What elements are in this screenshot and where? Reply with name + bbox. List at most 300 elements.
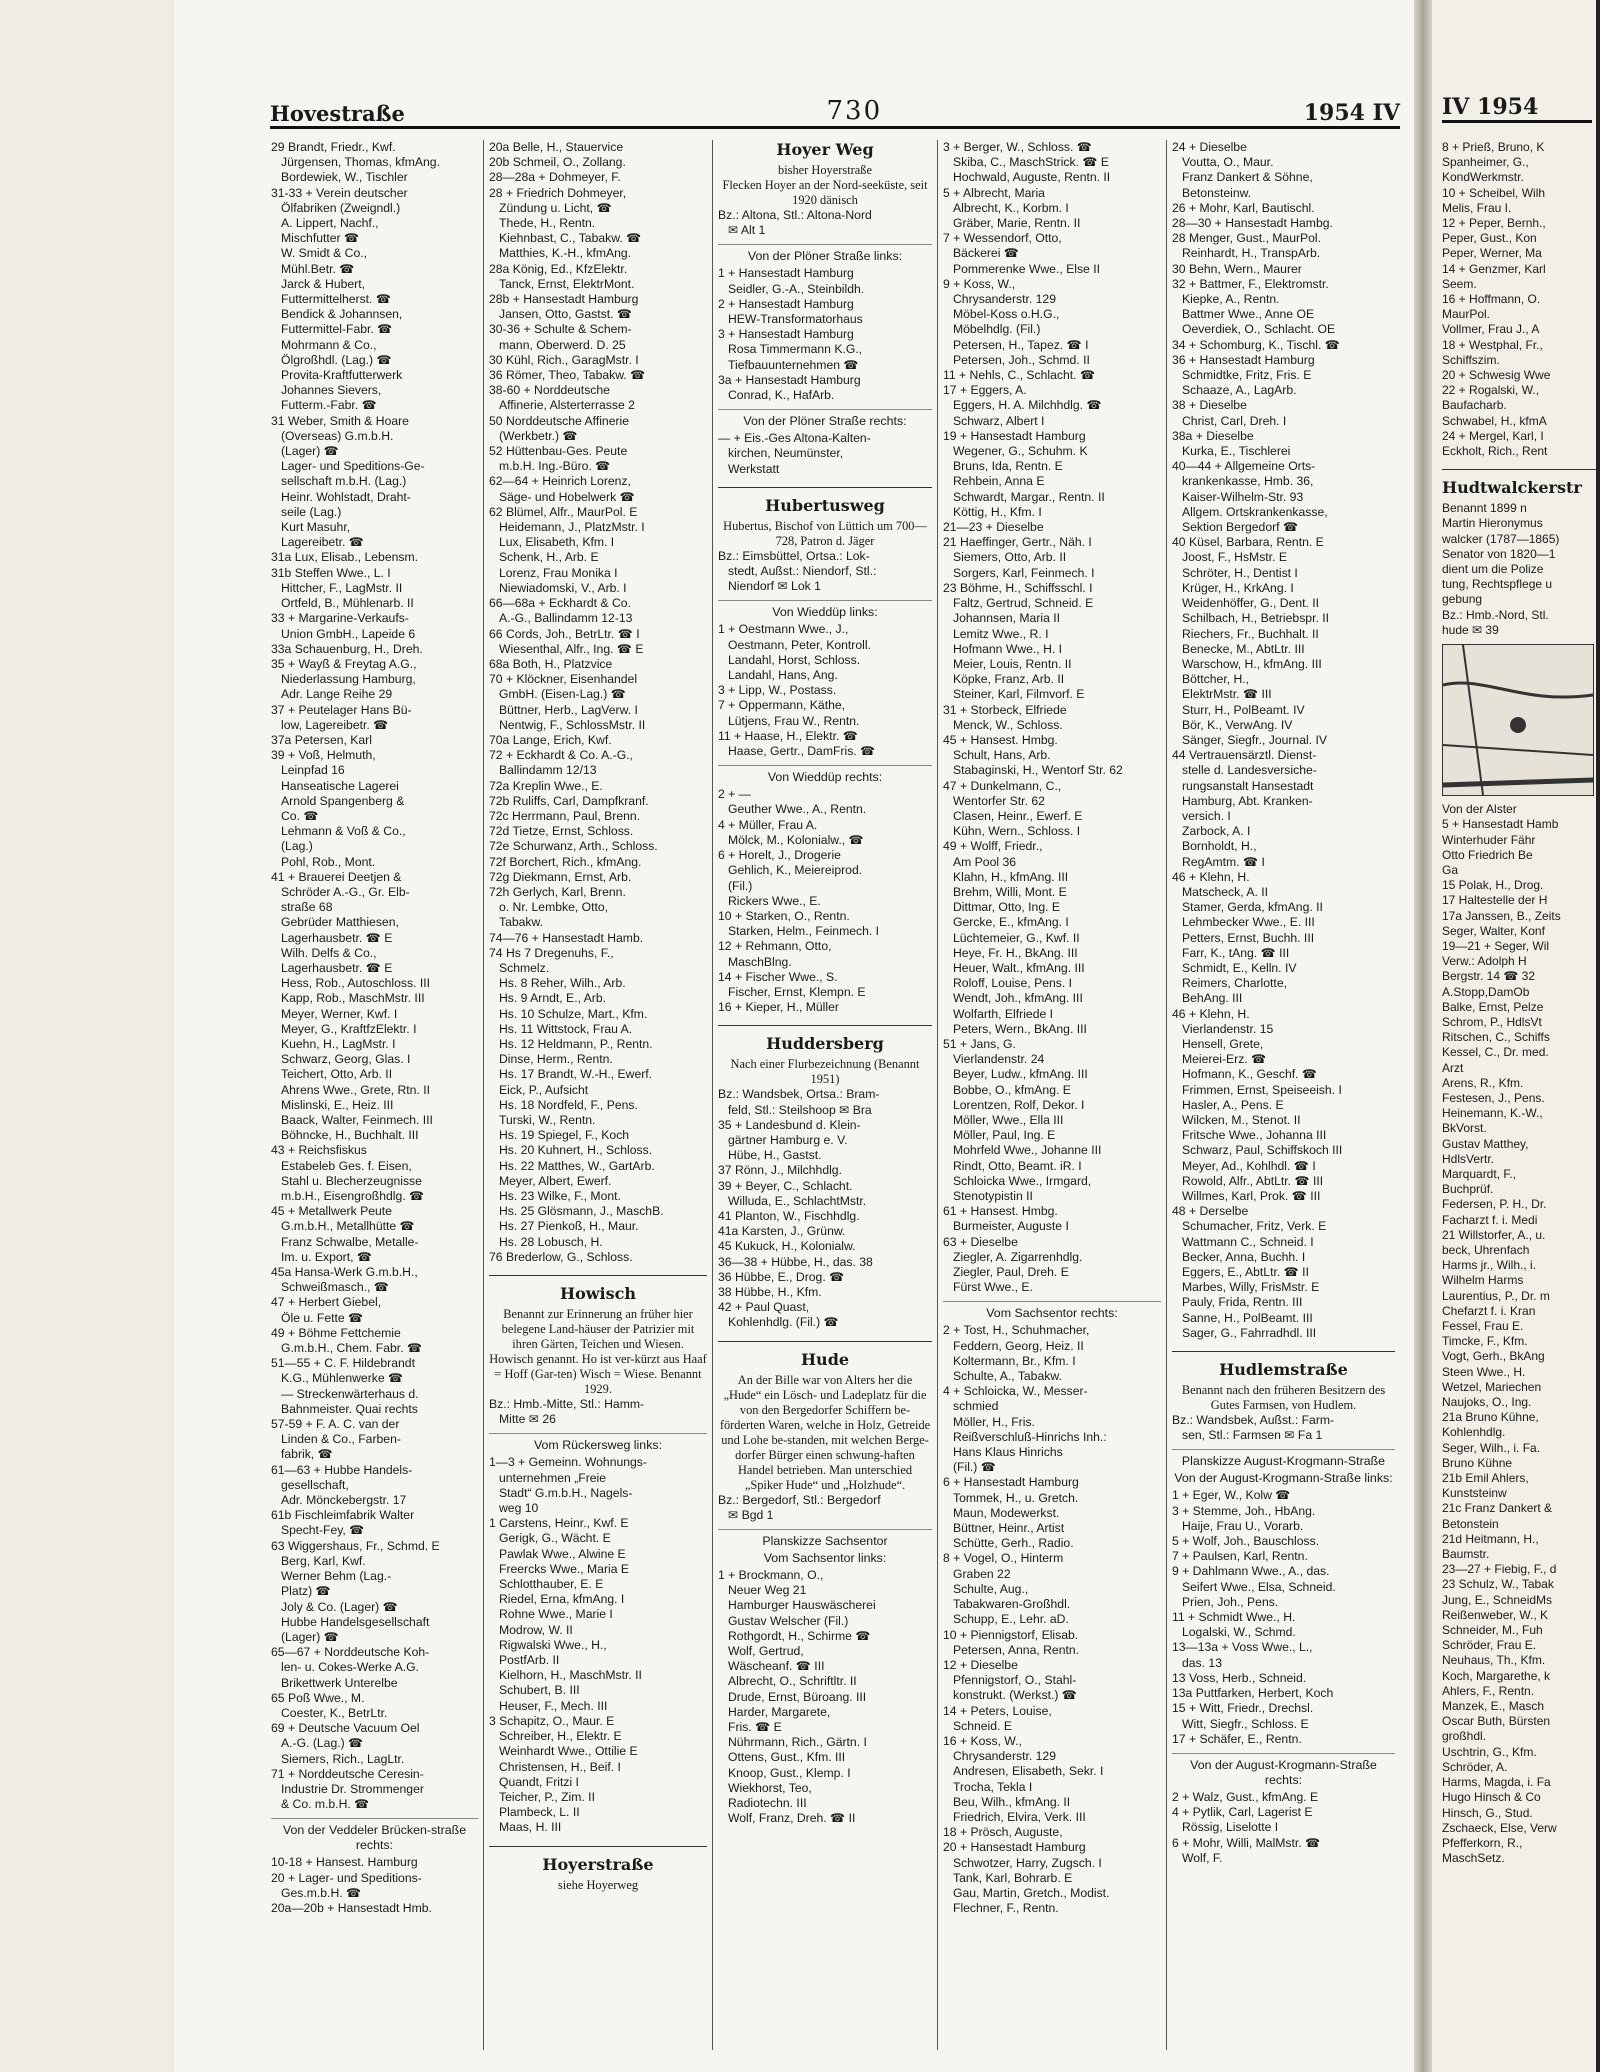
address-entry: 36 + Hansestadt Hamburg xyxy=(1172,352,1315,367)
address-entry: 46 + Klehn, H. xyxy=(1172,1006,1250,1021)
entry-line: ElektrMstr. ☎ III xyxy=(1182,687,1272,702)
facing-entry: Manzek, E., Masch xyxy=(1442,1699,1545,1714)
entry-line: Schwarz, Albert I xyxy=(953,413,1045,428)
entry-line: mann, Oberwerd. D. 25 xyxy=(499,337,626,352)
entry-line: low, Lagereibetr. ☎ xyxy=(281,717,389,732)
address-entry: 12 + Dieselbe xyxy=(943,1657,1018,1672)
entry-line: G.m.b.H., Chem. Fabr. ☎ xyxy=(281,1341,423,1356)
address-entry: 46 + Klehn, H. xyxy=(1172,869,1250,884)
facing-entry: Chefarzt f. i. Kran xyxy=(1442,1303,1536,1318)
entry-line: Fürst Wwe., E. xyxy=(953,1280,1033,1295)
entry-line: Wattmann C., Schneid. I xyxy=(1182,1234,1314,1249)
address-entry: 36 Römer, Theo, Tabakw. ☎ xyxy=(489,368,646,383)
facing-entry: Verw.: Adolph H xyxy=(1442,954,1527,969)
facing-entry: Timcke, F., Kfm. xyxy=(1442,1334,1528,1349)
address-entry: 30-36 + Schulte & Schem- xyxy=(489,322,632,337)
entry-line: Meyer, Albert, Ewerf. xyxy=(499,1173,612,1188)
address-entry: 36 Hübbe, E., Drog. ☎ xyxy=(718,1269,845,1284)
entry-line: Meyer, Ad., Kohlhdl. ☎ I xyxy=(1182,1158,1316,1173)
facing-entry: Martin Hieronymus xyxy=(1442,516,1543,531)
entry-line: Sektion Bergedorf ☎ xyxy=(1182,520,1299,535)
address-entry: 31 Weber, Smith & Hoare xyxy=(271,413,409,428)
address-entry: Bz.: Hmb.-Mitte, Stl.: Hamm- xyxy=(489,1397,645,1412)
entry-line: Klahn, H., kfmAng. III xyxy=(953,869,1069,884)
facing-entry: 23 Schulz, W., Tabak xyxy=(1442,1577,1554,1592)
entry-line: Niendorf ✉ Lok 1 xyxy=(728,579,821,594)
entry-line: Schult, Hans, Arb. xyxy=(953,748,1051,763)
entry-line: Niederlassung Hamburg, xyxy=(281,672,416,687)
address-entry: 50 Norddeutsche Affinerie xyxy=(489,413,630,428)
facing-entry: Schrom, P., HdlsVt xyxy=(1442,1014,1542,1029)
entry-line: Niewiadomski, V., Arb. I xyxy=(499,580,627,595)
direction-subhead: Planskizze August-Krogmann-Straße xyxy=(1172,1449,1395,1469)
entry-line: Ahrens Wwe., Grete, Rtn. II xyxy=(281,1082,431,1097)
entry-line: Bör, K., VerwAng. IV xyxy=(1182,717,1293,732)
entry-line: Schaaze, A., LagArb. xyxy=(1182,383,1297,398)
entry-line: PostfArb. II xyxy=(499,1653,560,1668)
address-entry: 37 Rönn, J., Milchhdlg. xyxy=(718,1163,842,1178)
facing-entry: Seger, Wilh., i. Fa. xyxy=(1442,1440,1541,1455)
street-heading: Hoyer Weg xyxy=(776,140,874,159)
address-entry: 13 Voss, Herb., Schneid. xyxy=(1172,1670,1307,1685)
entry-line: Landahl, Horst, Schloss. xyxy=(728,652,861,667)
address-entry: Bz.: Wandsbek, Ortsa.: Bram- xyxy=(718,1087,880,1102)
facing-entry: hude ✉ 39 xyxy=(1442,622,1499,637)
address-entry: 72c Herrmann, Paul, Brenn. xyxy=(489,808,641,823)
address-entry: 6 + Horelt, J., Drogerie xyxy=(718,848,841,863)
entry-line: Schubert, B. III xyxy=(499,1683,580,1698)
entry-line: Ölgroßhdl. (Lag.) ☎ xyxy=(281,352,392,367)
entry-line: Rickers Wwe., E. xyxy=(728,893,821,908)
entry-line: Lorentzen, Rolf, Dekor. I xyxy=(953,1097,1085,1112)
entry-line: Tabakwaren-Großhdl. xyxy=(953,1597,1071,1612)
address-entry: 68a Both, H., Platzvice xyxy=(489,656,613,671)
entry-line: Kielhorn, H., MaschMstr. II xyxy=(499,1668,642,1683)
address-entry: 1 + Oestmann Wwe., J., xyxy=(718,622,849,637)
facing-entry: Kohlenhdlg. xyxy=(1442,1425,1506,1440)
entry-line: Büttner, Herb., LagVerw. I xyxy=(499,702,638,717)
entry-line: Stadt“ G.m.b.H., Nagels- xyxy=(499,1485,633,1500)
entry-line: Hans Klaus Hinrichs xyxy=(953,1445,1063,1460)
facing-entry: walcker (1787—1865) xyxy=(1442,531,1560,546)
address-entry: 38-60 + Norddeutsche xyxy=(489,383,610,398)
entry-line: Seidler, G.-A., Steinbildh. xyxy=(728,281,865,296)
entry-line: Möbel-Koss o.H.G., xyxy=(953,307,1060,322)
address-entry: 37a Petersen, Karl xyxy=(271,732,372,747)
address-entry: 47 + Dunkelmann, C., xyxy=(943,778,1062,793)
entry-line: Schilbach, H., Betriebspr. II xyxy=(1182,611,1329,626)
entry-line: Schreiber, H., Elektr. E xyxy=(499,1729,622,1744)
entry-line: Eggers, E., AbtLtr. ☎ II xyxy=(1182,1265,1309,1280)
street-note: Hubertus, Bischof von Lüttich um 700—728, Patron d. Jäger xyxy=(723,518,927,548)
entry-line: Hs. 9 Arndt, E., Arb. xyxy=(499,991,607,1006)
entry-line: Chrysanderstr. 129 xyxy=(953,1749,1056,1764)
entry-line: Werner Behm (Lag.- xyxy=(281,1569,392,1584)
entry-line: Siemers, Rich., LagLtr. xyxy=(281,1751,405,1766)
entry-line: Hs. 22 Matthes, W., GartArb. xyxy=(499,1158,655,1173)
address-entry: 21 Haeffinger, Gertr., Näh. I xyxy=(943,535,1092,550)
entry-line: Sager, G., Fahrradhdl. III xyxy=(1182,1325,1317,1340)
address-entry: 8 + Vogel, O., Hinterm xyxy=(943,1551,1064,1566)
column-4 xyxy=(938,140,1167,2050)
entry-line: unternehmen „Freie xyxy=(499,1470,607,1485)
entry-line: fabrik, ☎ xyxy=(281,1447,333,1462)
address-entry: 28—30 + Hansestadt Hambg. xyxy=(1172,216,1333,231)
entry-line: Stabaginski, H., Wentorf Str. 62 xyxy=(953,763,1123,778)
entry-line: Petersen, Anna, Rentn. xyxy=(953,1642,1080,1657)
address-entry: Bz.: Wandsbek, Außst.: Farm- xyxy=(1172,1413,1335,1428)
entry-line: Harder, Margarete, xyxy=(728,1704,831,1719)
entry-line: Faltz, Gertrud, Schneid. E xyxy=(953,596,1094,611)
street-heading: Hude xyxy=(718,1341,932,1369)
entry-line: Co. ☎ xyxy=(281,808,319,823)
entry-line: Ziegler, Paul, Dreh. E xyxy=(953,1265,1069,1280)
entry-line: Pohl, Rob., Mont. xyxy=(281,854,376,869)
entry-line: Hochwald, Auguste, Rentn. II xyxy=(953,170,1111,185)
address-entry: 5 + Albrecht, Maria xyxy=(943,185,1045,200)
address-entry: 38a + Dieselbe xyxy=(1172,428,1254,443)
entry-line: schmied xyxy=(953,1399,999,1414)
entry-line: Beyer, Ludw., kfmAng. III xyxy=(953,1067,1088,1082)
entry-line: Chrysanderstr. 129 xyxy=(953,292,1056,307)
facing-entry: KondWerkmstr. xyxy=(1442,170,1524,185)
entry-line: Bordewiek, W., Tischler xyxy=(281,170,408,185)
facing-entry: Heinemann, K.-W., xyxy=(1442,1106,1543,1121)
entry-line: Graben 22 xyxy=(953,1566,1011,1581)
entry-line: rungsanstalt Hansestadt xyxy=(1182,778,1314,793)
entry-line: Lütjens, Frau W., Rentn. xyxy=(728,713,860,728)
entry-line: Gebrüder Matthiesen, xyxy=(281,915,399,930)
address-entry: 43 + Reichsfiskus xyxy=(271,1143,367,1158)
address-entry: 20a—20b + Hansestadt Hmb. xyxy=(271,1900,432,1915)
address-entry: 72 + Eckhardt & Co. A.-G., xyxy=(489,748,633,763)
entry-line: Ölfabriken (Zweigndl.) xyxy=(281,200,401,215)
entry-line: Futterm.-Fabr. ☎ xyxy=(281,398,377,413)
entry-line: Bendick & Johannsen, xyxy=(281,307,403,322)
direction-subhead: Vom Sachsentor rechts: xyxy=(943,1301,1161,1321)
facing-entry: 21 Willstorfer, A., u. xyxy=(1442,1227,1546,1242)
entry-line: Heidemann, J., PlatzMstr. I xyxy=(499,520,645,535)
address-entry: 3 + Stemme, Joh., HbAng. xyxy=(1172,1503,1316,1518)
entry-line: Pommerenke Wwe., Else II xyxy=(953,261,1100,276)
entry-line: Gercke, E., kfmAng. I xyxy=(953,915,1069,930)
entry-line: Eggers, H. A. Milchhdlg. ☎ xyxy=(953,398,1102,413)
entry-line: Maas, H. III xyxy=(499,1820,562,1835)
facing-entry: 8 + Prieß, Bruno, K xyxy=(1442,140,1545,154)
entry-line: Logalski, W., Schmd. xyxy=(1182,1625,1296,1640)
entry-line: HEW-Transformatorhaus xyxy=(728,312,863,327)
entry-line: Hs. 28 Lobusch, H. xyxy=(499,1234,603,1249)
entry-line: Schloicka Wwe., Irmgard, xyxy=(953,1173,1092,1188)
address-entry: 1 + Hansestadt Hamburg xyxy=(718,266,854,281)
entry-line: Wolf, Gertrud, xyxy=(728,1644,804,1658)
entry-line: Wolf, F. xyxy=(1182,1850,1223,1865)
address-entry: 39 + Beyer, C., Schlacht. xyxy=(718,1178,853,1193)
entry-line: Gerigk, G., Wächt. E xyxy=(499,1531,611,1546)
entry-line: Franz Dankert & Söhne, xyxy=(1182,170,1313,185)
entry-line: Kurka, E., Tischlerei xyxy=(1182,444,1291,459)
facing-entry: Arzt xyxy=(1442,1060,1464,1075)
entry-line: Turski, W., Rentn. xyxy=(499,1113,596,1127)
address-entry: 48 + Derselbe xyxy=(1172,1204,1249,1219)
entry-line: Krüger, H., KrkAng. I xyxy=(1182,580,1294,595)
address-entry: 45a Hansa-Werk G.m.b.H., xyxy=(271,1265,418,1280)
entry-line: Gau, Martin, Gretch., Modist. xyxy=(953,1885,1110,1900)
facing-entry: Schiffszim. xyxy=(1442,352,1500,367)
entry-line: Coester, K., BetrLtr. xyxy=(281,1705,388,1720)
column-1 xyxy=(266,140,484,2050)
entry-line: Fischer, Ernst, Klempn. E xyxy=(728,984,866,999)
facing-entry: Reißenweber, W., K xyxy=(1442,1607,1549,1622)
facing-entry: 21c Franz Dankert & xyxy=(1442,1501,1553,1516)
address-entry: 35 + Landesbund d. Klein- xyxy=(718,1117,861,1132)
entry-line: Hs. 18 Nordfeld, F., Pens. xyxy=(499,1097,638,1112)
address-entry: 4 + Pytlik, Carl, Lagerist E xyxy=(1172,1805,1313,1820)
facing-entry: 17a Janssen, B., Zeits xyxy=(1442,908,1561,923)
facing-entry: Seger, Walter, Konf xyxy=(1442,923,1545,938)
address-entry: Bz.: Bergedorf, Stl.: Bergedorf xyxy=(718,1492,881,1507)
entry-line: Pfennigstorf, O., Stahl- xyxy=(953,1673,1077,1688)
address-entry: 4 + Müller, Frau A. xyxy=(718,817,818,832)
address-entry: 28a König, Ed., KfzElektr. xyxy=(489,261,628,276)
entry-line: Wiekhorst, Teo, xyxy=(728,1780,812,1795)
entry-line: Conrad, K., HafArb. xyxy=(728,388,835,403)
address-entry: 10 + Starken, O., Rentn. xyxy=(718,908,850,923)
address-entry: 31 + Storbeck, Elfriede xyxy=(943,702,1067,717)
entry-line: Pawlak Wwe., Alwine E xyxy=(499,1546,626,1561)
entry-line: Schulte, Aug., xyxy=(953,1581,1029,1596)
facing-entry: 20 + Schwesig Wwe xyxy=(1442,368,1551,383)
address-entry: 32 + Battmer, F., Elektromstr. xyxy=(1172,276,1329,291)
entry-line: Rigwalski Wwe., H., xyxy=(499,1637,607,1652)
entry-line: sen, Stl.: Farmsen ✉ Fa 1 xyxy=(1182,1428,1323,1443)
address-entry: 1 Carstens, Heinr., Kwf. E xyxy=(489,1516,629,1531)
entry-line: Frimmen, Ernst, Speiseeish. I xyxy=(1182,1082,1342,1097)
facing-entry: Melis, Frau I. xyxy=(1442,200,1512,215)
facing-entry: Peper, Werner, Ma xyxy=(1442,246,1542,261)
address-entry: 31b Steffen Wwe., L. I xyxy=(271,565,391,580)
entry-line: Teicher, P., Zim. II xyxy=(499,1789,595,1804)
address-entry: 13a Puttfarken, Herbert, Koch xyxy=(1172,1686,1334,1701)
address-entry: 65 Poß Wwe., M. xyxy=(271,1690,365,1705)
entry-line: Köpke, Franz, Arb. II xyxy=(953,672,1065,687)
entry-line: Bruns, Ida, Rentn. E xyxy=(953,459,1063,474)
facing-entry: A.Stopp,DamOb xyxy=(1442,984,1530,999)
entry-line: Schwotzer, Harry, Zugsch. I xyxy=(953,1855,1102,1870)
address-entry: 3 + Berger, W., Schloss. ☎ xyxy=(943,140,1092,154)
entry-line: Lehmann & Voß & Co., xyxy=(281,824,406,839)
street-note: Benannt zur Erinnerung an früher hier belegene Land-häuser der Patrizier mit ihren Gärten, Teichen und Wiesen. Howisch genannt. Ho ist ver-kürzt aus Haaf = Hoff (Gar-ten) Wisch = Wiese. Benannt 1929. xyxy=(489,1307,707,1397)
address-entry: 70 + Klöckner, Eisenhandel xyxy=(489,672,638,687)
address-entry: 72a Kreplin Wwe., E. xyxy=(489,778,603,793)
entry-line: Fritsche Wwe., Johanna III xyxy=(1182,1128,1327,1143)
entry-line: Reimers, Charlotte, xyxy=(1182,976,1287,991)
entry-line: Hess, Rob., Autoschloss. III xyxy=(281,976,431,991)
entry-line: gärtner Hamburg e. V. xyxy=(728,1132,848,1147)
entry-line: Schenk, H., Arb. E xyxy=(499,550,599,565)
entry-line: Skiba, C., MaschStrick. ☎ E xyxy=(953,155,1110,170)
address-entry: 70a Lange, Erich, Kwf. xyxy=(489,732,612,747)
entry-line: Starken, Helm., Feinmech. I xyxy=(728,924,880,939)
address-entry: 23 Böhme, H., Schiffsschl. I xyxy=(943,580,1093,595)
entry-line: Hs. 23 Wilke, F., Mont. xyxy=(499,1189,621,1204)
facing-entry: Betonstein xyxy=(1442,1516,1499,1531)
entry-line: Feddern, Georg, Heiz. II xyxy=(953,1338,1084,1353)
address-entry: 2 + Hansestadt Hamburg xyxy=(718,296,854,311)
address-entry: 30 Kühl, Rich., GaragMstr. I xyxy=(489,352,639,367)
entry-line: Union GmbH., Lapeide 6 xyxy=(281,626,416,641)
entry-line: Tommek, H., u. Gretch. xyxy=(953,1490,1079,1505)
address-entry: 29 Brandt, Friedr., Kwf. xyxy=(271,140,396,154)
address-entry: 72d Tietze, Ernst, Schloss. xyxy=(489,824,634,839)
entry-line: Mislinski, E., Heiz. III xyxy=(281,1097,394,1112)
address-entry: 10-18 + Hansest. Hamburg xyxy=(271,1855,418,1870)
address-entry: 71 + Norddeutsche Ceresin- xyxy=(271,1766,424,1781)
address-entry: 12 + Rehmann, Otto, xyxy=(718,939,832,954)
address-entry: 63 + Dieselbe xyxy=(943,1234,1018,1249)
entry-line: Gräber, Marie, Rentn. II xyxy=(953,216,1081,231)
street-note: An der Bille war von Alters her die „Hude“ ein Lösch- und Ladeplatz für die von den Bergedorfer Schiffern be-förderten Waren, welche in Holz, Getreide und Lohe be-standen, mit welchen Berge-dorfer Bürger einen schwung-haften Handel betrieben. Man unterschied „Spiker Hude“ und „Holzhude“. xyxy=(719,1372,931,1492)
entry-line: Industrie Dr. Strommenger xyxy=(281,1781,424,1796)
address-entry: 39 + Voß, Helmuth, xyxy=(271,748,376,763)
entry-line: Tiefbauunternehmen ☎ xyxy=(728,357,859,372)
facing-entry: Schwabel, H., kfmA xyxy=(1442,413,1547,428)
facing-entry: Festesen, J., Pens. xyxy=(1442,1090,1545,1105)
entry-line: Rössig, Liselotte I xyxy=(1182,1820,1279,1835)
facing-entry: 22 + Rogalski, W., xyxy=(1442,383,1540,398)
entry-line: Oeverdiek, O., Schlacht. OE xyxy=(1182,322,1336,337)
facing-entry: Federsen, P. H., Dr. xyxy=(1442,1197,1547,1212)
entry-line: Kapp, Rob., MaschMstr. III xyxy=(281,991,425,1006)
street-note: siehe Hoyerweg xyxy=(557,1877,639,1892)
entry-line: Kiepke, A., Rentn. xyxy=(1182,292,1280,307)
facing-entry: gebung xyxy=(1442,592,1483,607)
address-entry: 28 + Friedrich Dohmeyer, xyxy=(489,185,627,200)
address-entry: 17 + Schäfer, E., Rentn. xyxy=(1172,1731,1302,1746)
entry-line: A. Lippert, Nachf., xyxy=(281,216,379,231)
address-entry: 11 + Haase, H., Elektr. ☎ xyxy=(718,728,858,743)
address-entry: 28b + Hansestadt Hamburg xyxy=(489,292,639,307)
entry-line: Quandt, Fritzi I xyxy=(499,1774,579,1789)
facing-entry: 18 + Westphal, Fr., xyxy=(1442,337,1543,352)
facing-entry: Seem. xyxy=(1442,276,1477,291)
entry-line: Hamburger Hauswäscherei xyxy=(728,1598,876,1613)
address-entry: 18 + Prösch, Auguste, xyxy=(943,1825,1063,1840)
entry-line: Meier, Louis, Rentn. II xyxy=(953,656,1072,671)
street-note: bisher Hoyerstraße xyxy=(778,163,872,177)
address-entry: 16 + Kieper, H., Müller xyxy=(718,1000,839,1015)
entry-line: Rohne Wwe., Marie I xyxy=(499,1607,613,1622)
entry-line: Lager- und Speditions-Ge- xyxy=(281,459,425,474)
address-entry: 1—3 + Gemeinn. Wohnungs- xyxy=(489,1455,647,1470)
facing-entry: 10 + Scheibel, Wilh xyxy=(1442,185,1546,200)
entry-line: Petersen, H., Tapez. ☎ I xyxy=(953,337,1089,352)
address-entry: 61b Fischleimfabrik Walter xyxy=(271,1508,415,1523)
entry-line: Schupp, E., Lehr. aD. xyxy=(953,1612,1069,1627)
address-entry: 15 + Witt, Friedr., Drechsl. xyxy=(1172,1701,1314,1716)
facing-page-fragment xyxy=(1432,0,1600,2072)
facing-street-heading: Hudtwalckerstr xyxy=(1442,469,1600,497)
address-entry: 21—23 + Dieselbe xyxy=(943,520,1044,535)
address-entry: 3a + Hansestadt Hamburg xyxy=(718,372,861,387)
entry-line: Johannsen, Maria II xyxy=(953,611,1061,626)
entry-line: Weidenhöffer, G., Dent. II xyxy=(1182,596,1320,611)
entry-line: Burmeister, Auguste I xyxy=(953,1219,1069,1234)
facing-entry: Kessel, C., Dr. med. xyxy=(1442,1045,1549,1060)
entry-line: Ziegler, A. Zigarrenhdlg. xyxy=(953,1249,1083,1264)
facing-entry: Fessel, Frau E. xyxy=(1442,1319,1524,1333)
entry-line: Rehbein, Anna E xyxy=(953,474,1045,489)
entry-line: Knoop, Gust., Klemp. I xyxy=(728,1765,851,1780)
entry-line: Mischfutter ☎ xyxy=(281,231,360,246)
entry-line: Hs. 25 Glösmann, J., MaschB. xyxy=(499,1204,664,1219)
facing-entry: 17 Haltestelle der H xyxy=(1442,893,1548,908)
facing-entry: Steen Wwe., H. xyxy=(1442,1364,1526,1379)
entry-line: MaschBlng. xyxy=(728,954,792,969)
entry-line: Mühl.Betr. ☎ xyxy=(281,261,355,276)
entry-line: Ges.m.b.H. ☎ xyxy=(281,1885,362,1900)
address-entry: 2 + — xyxy=(718,787,751,802)
entry-line: A.-G. (Lag.) ☎ xyxy=(281,1736,364,1751)
entry-line: weg 10 xyxy=(499,1501,539,1516)
facing-entry: Baumstr. xyxy=(1442,1547,1490,1562)
entry-line: Teichert, Otto, Arb. II xyxy=(281,1067,393,1082)
facing-entry: Hugo Hinsch & Co xyxy=(1442,1790,1541,1805)
entry-line: & Co. m.b.H. ☎ xyxy=(281,1797,370,1812)
entry-line: Bahnmeister. Quai rechts xyxy=(281,1401,418,1416)
entry-line: Dittmar, Otto, Ing. E xyxy=(953,900,1061,915)
entry-line: Nührmann, Rich., Gärtn. I xyxy=(728,1735,867,1750)
direction-subhead: Von der Plöner Straße rechts: xyxy=(718,409,932,429)
entry-line: Mölck, M., Kolonialw., ☎ xyxy=(728,832,864,847)
entry-line: Rindt, Otto, Beamt. iR. I xyxy=(953,1158,1082,1173)
address-entry: 47 + Herbert Giebel, xyxy=(271,1295,382,1310)
facing-entry: 16 + Hoffmann, O. xyxy=(1442,292,1541,307)
entry-line: Wäscheanf. ☎ III xyxy=(728,1659,825,1674)
address-entry: 9 + Koss, W., xyxy=(943,276,1016,291)
entry-line: Adr. Lange Reihe 29 xyxy=(281,687,393,702)
facing-page-body xyxy=(1442,140,1600,1866)
entry-line: Leinpfad 16 xyxy=(281,763,345,778)
entry-line: Christ, Carl, Dreh. I xyxy=(1182,413,1287,428)
address-entry: 49 + Böhme Fettchemie xyxy=(271,1325,401,1340)
entry-line: Beu, Wilh., kfmAng. II xyxy=(953,1794,1071,1809)
street-heading: Howisch xyxy=(489,1275,707,1303)
entry-line: Roloff, Louise, Pens. I xyxy=(953,976,1073,991)
address-entry: 33a Schauenburg, H., Dreh. xyxy=(271,641,423,656)
entry-line: Futtermittel-Fabr. ☎ xyxy=(281,322,393,337)
entry-line: Peters, Wern., BkAng. III xyxy=(953,1021,1087,1036)
address-entry: 30 Behn, Wern., Maurer xyxy=(1172,261,1302,276)
entry-line: Tanck, Ernst, ElektrMont. xyxy=(499,276,635,291)
entry-line: Ballindamm 12/13 xyxy=(499,763,597,778)
address-entry: 62—64 + Heinrich Lorenz, xyxy=(489,474,631,489)
facing-entry: 12 + Peper, Bernh., xyxy=(1442,216,1546,231)
entry-line: Plambeck, L. II xyxy=(499,1805,580,1820)
entry-line: Mohrmann & Co., xyxy=(281,337,377,352)
entry-line: Farr, K., tAng. ☎ III xyxy=(1182,945,1290,960)
direction-subhead: Planskizze Sachsentor xyxy=(718,1529,932,1549)
entry-line: o. Nr. Lembke, Otto, xyxy=(499,900,609,915)
address-entry: 31-33 + Verein deutscher xyxy=(271,185,408,200)
address-entry: 45 + Hansest. Hmbg. xyxy=(943,732,1058,747)
entry-line: Stamer, Gerda, kfmAng. II xyxy=(1182,900,1323,915)
entry-line: Witt, Siegfr., Schloss. E xyxy=(1182,1716,1309,1731)
address-entry: 20a Belle, H., Stauervice xyxy=(489,140,624,154)
address-entry: 26 + Mohr, Karl, Bautischl. xyxy=(1172,200,1315,215)
entry-line: Neuer Weg 21 xyxy=(728,1583,807,1598)
address-entry: 41a Karsten, J., Grünw. xyxy=(718,1224,846,1239)
